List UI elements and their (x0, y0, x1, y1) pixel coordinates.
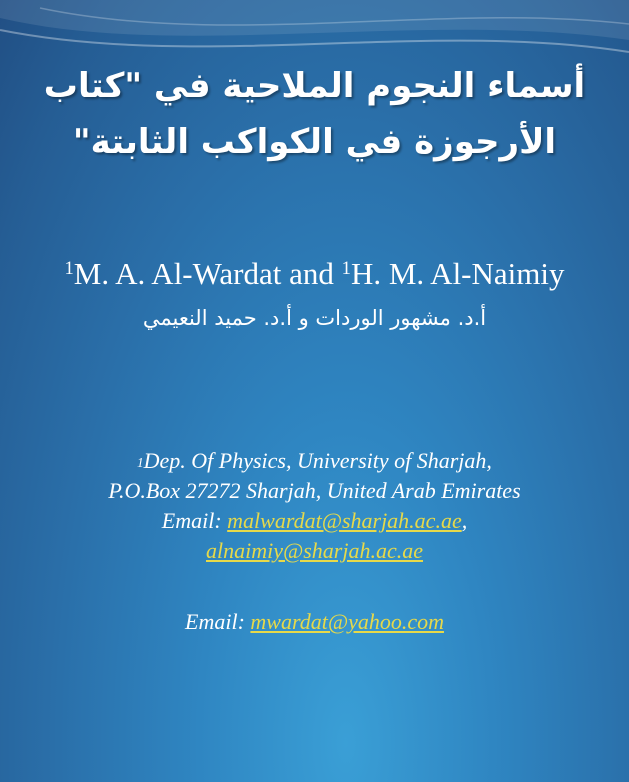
author2-name: H. M. Al-Naimiy (350, 256, 565, 291)
affiliation-dept (0, 446, 629, 476)
affiliation-address: P.O.Box 27272 Sharjah, United Arab Emirates (108, 478, 521, 503)
affiliation-email-line (0, 506, 629, 536)
authors-connector: and (281, 256, 342, 291)
affiliation-superscript: 1 (137, 455, 144, 470)
authors-arabic: أ.د. مشهور الوردات و أ.د. حميد النعيمي (142, 306, 487, 330)
title-line-2: الأرجوزة في الكواكب الثابتة" (72, 122, 557, 162)
title-line-1: أسماء النجوم الملاحية في "كتاب (43, 66, 586, 106)
authors-english (0, 256, 629, 292)
affiliation-block (0, 446, 629, 566)
author1-superscript: 1 (64, 258, 74, 279)
contact-email-line (0, 607, 629, 637)
email-link-malwardat[interactable]: malwardat@sharjah.ac.ae (227, 508, 462, 533)
email-label: Email: (161, 508, 228, 533)
author2-superscript: 1 (341, 258, 351, 279)
email-link-mwardat[interactable]: mwardat@yahoo.com (250, 609, 444, 634)
email-link-alnaimiy[interactable]: alnaimiy@sharjah.ac.ae (206, 538, 423, 563)
contact-email-label: Email: (185, 609, 251, 634)
author1-name: M. A. Al-Wardat (73, 256, 282, 291)
slide-title (10, 58, 619, 170)
affiliation-dept-text: Dep. Of Physics, University of Sharjah, (143, 448, 492, 473)
affiliation-email2-line (0, 536, 629, 566)
email-separator: , (461, 508, 468, 533)
